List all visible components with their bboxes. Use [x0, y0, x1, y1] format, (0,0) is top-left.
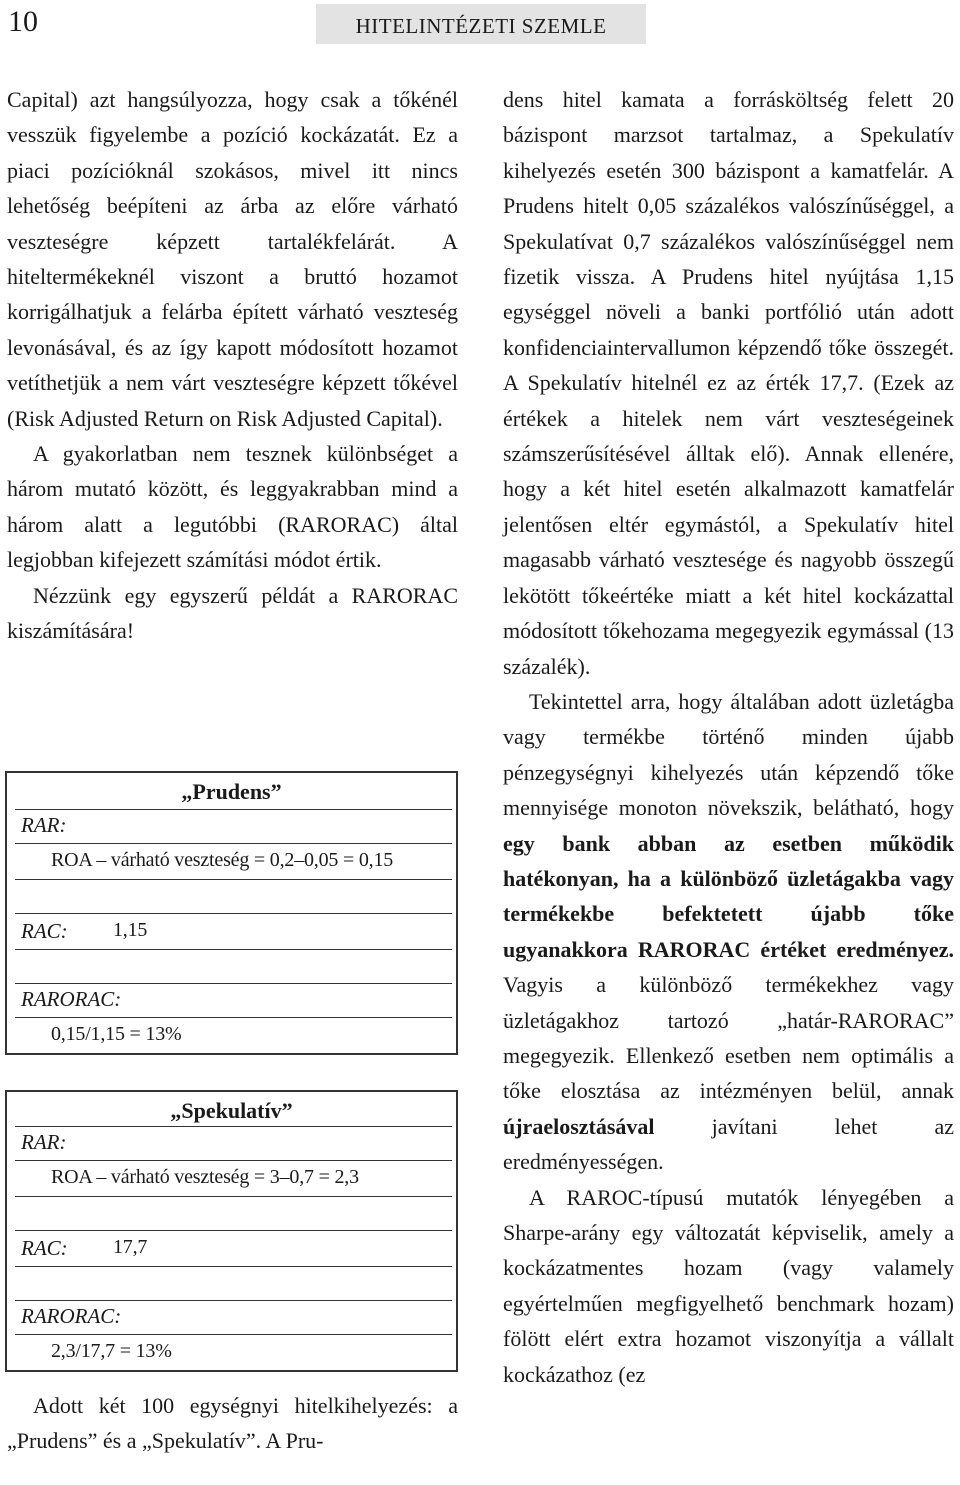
- divider: [15, 983, 452, 984]
- left-column-continuation: [7, 1388, 458, 1459]
- left-paragraph-2: A gyakorlatban nem tesznek különbséget a három mutató között, és leggyakrabban mind a három alatt a legutóbbi (RARORAC) által legjobban kifejezett számítási módot értik.: [7, 441, 458, 573]
- left-column: [7, 82, 458, 649]
- rac-label: RAC:: [21, 1236, 68, 1260]
- emphasized-text: újraelosztásával: [503, 1113, 655, 1139]
- divider: [15, 879, 452, 880]
- divider: [15, 843, 452, 844]
- divider: [15, 949, 452, 950]
- rar-formula: ROA – várható veszteség = 0,2–0,05 = 0,15: [51, 849, 394, 871]
- text-run: Vagyis a különböző termékekhez vagy üzletágakhoz tartozó „határ-RARORAC” megegyezik. Ellenkező esetben nem optimális a tőke elosztása az intézményen belül, annak: [503, 972, 954, 1104]
- right-column: [503, 82, 954, 1392]
- page-number: 10: [8, 5, 38, 38]
- rarorac-label: RARORAC:: [21, 987, 122, 1011]
- right-paragraph-3: A RAROC-típusú mutatók lényegében a Sharpe-arány egy változatát képviselik, amely a kockázatmentes hozam (vagy valamely egyértelműen megfigyelhető benchmark hozam) fölött elért extra hozamot viszonyítja a vállalt kockázathoz (ez: [503, 1184, 954, 1387]
- right-paragraph-1: dens hitel kamata a forrásköltség felett 20 bázispont marzsot tartalmaz, a Spekulatív kihelyezés esetén 300 bázispont a kamatfelár. A Prudens hitelt 0,05 százalékos valószínűséggel, a Spekulatívat 0,7 százalékos valószínűséggel nem fizetik vissza. A Prudens hitel nyújtása 1,15 egységgel növeli a banki portfólió után adott konfidenciaintervallumon képzendő tőke összegét. A Spekulatív hitelnél ez az érték 17,7. (Ezek az értékek a hitelek nem várt veszteségeinek számszerűsítésével álltak elő). Annak ellenére, hogy a két hitel esetén alkalmazott kamatfelár jelentősen eltér egymástól, a Spekulatív hitel magasabb várható vesztesége és nagyobb összegű lekötött tőkeértéke miatt a két hitel kockázattal módosított tőkehozama megegyezik egymással (13 százalék).: [503, 87, 954, 679]
- text-run: javítani lehet az eredményességen.: [503, 1113, 954, 1175]
- divider: [15, 1160, 452, 1161]
- divider: [15, 1300, 452, 1301]
- rac-value: 1,15: [113, 919, 148, 941]
- divider: [15, 809, 452, 810]
- rarorac-label: RARORAC:: [21, 1304, 122, 1328]
- divider: [15, 1017, 452, 1018]
- text-run: Tekintettel arra, hogy általában adott üzletágba vagy termékbe történő minden újabb pénzegységnyi kihelyezés után képzendő tőke mennyisége monoton növekszik, belátható, hogy: [503, 688, 954, 821]
- left-paragraph-1: Capital) azt hangsúlyozza, hogy csak a tőkénél vesszük figyelembe a pozíció kockázatát. Ez a piaci pozícióknál szokásos, mivel itt nincs lehetőség beépíteni az árba az előre várható veszteségre képzett tartalékfelárát. A hiteltermékeknél viszont a bruttó hozamot korrigálhatjuk a felárba épített várható veszteség levonásával, és az így kapott módosított hozamot vetíthetjük a nem várt veszteségre képzett tőkével (Risk Adjusted Return on Risk Adjusted Capital).: [7, 87, 458, 431]
- rac-label: RAC:: [21, 919, 68, 943]
- left-paragraph-3: Nézzünk egy egyszerű példát a RARORAC kiszámítására!: [7, 582, 458, 644]
- rac-value: 17,7: [113, 1236, 148, 1258]
- divider: [15, 1230, 452, 1231]
- divider: [15, 913, 452, 914]
- rarorac-formula: 2,3/17,7 = 13%: [51, 1340, 172, 1362]
- right-paragraph-2: [503, 684, 954, 1180]
- rar-formula: ROA – várható veszteség = 3–0,7 = 2,3: [51, 1166, 359, 1188]
- divider: [15, 1266, 452, 1267]
- rar-label: RAR:: [21, 1130, 67, 1154]
- divider: [15, 1196, 452, 1197]
- spekulativ-calculation-box: [5, 1090, 458, 1372]
- divider: [15, 1334, 452, 1335]
- divider: [15, 1126, 452, 1127]
- prudens-title: „Prudens”: [181, 779, 282, 804]
- prudens-calculation-box: [5, 771, 458, 1055]
- rarorac-formula: 0,15/1,15 = 13%: [51, 1023, 182, 1045]
- journal-title: HITELINTÉZETI SZEMLE: [355, 14, 607, 38]
- journal-header-banner: [316, 4, 646, 44]
- rar-label: RAR:: [21, 813, 67, 837]
- spekulativ-title: „Spekulatív”: [170, 1098, 293, 1123]
- emphasized-text: egy bank abban az esetben működik hatékonyan, ha a különböző üzletágakba vagy termékekbe befektetett újabb tőke ugyanakkora RARORAC értéket eredményez.: [503, 830, 954, 962]
- left-paragraph-4: Adott két 100 egységnyi hitelkihelyezés: a „Prudens” és a „Spekulatív”. A Pru-: [7, 1393, 458, 1454]
